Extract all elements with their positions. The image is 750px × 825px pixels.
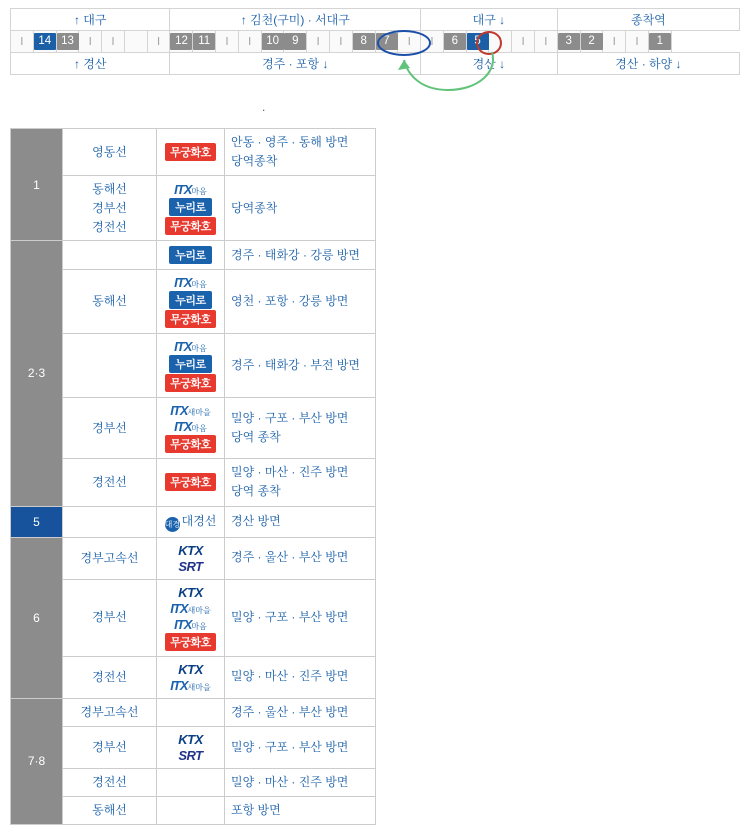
table-row bbox=[11, 656, 376, 698]
track-separator: l bbox=[79, 31, 102, 53]
itx-saemaeul-logo-icon: ITX새마을 bbox=[170, 403, 211, 419]
nuriro-logo-icon: 누리로 bbox=[163, 198, 218, 216]
track-separator: l bbox=[307, 31, 330, 53]
table-row bbox=[11, 398, 376, 459]
track-separator: l bbox=[603, 31, 626, 53]
platform-info-table-wrap bbox=[10, 128, 376, 825]
destination-cell: 경산 방면 bbox=[225, 506, 376, 537]
itx-saemaeul-logo-icon: ITX새마을 bbox=[170, 677, 211, 693]
track-platform-number bbox=[375, 31, 398, 53]
platform-number-cell: 6 bbox=[11, 537, 63, 698]
track-separator: l bbox=[421, 31, 444, 53]
nuriro-logo-icon: 누리로 bbox=[163, 291, 218, 309]
track-top-direction: ↑ 대구 bbox=[11, 9, 170, 31]
itx-saemaeul-logo-icon: ITX새마을 bbox=[170, 600, 211, 616]
track-bottom-direction: 경산 ↓ bbox=[421, 53, 558, 75]
line-name-cell bbox=[63, 241, 157, 270]
track-separator: l bbox=[11, 31, 34, 53]
destination-cell: 밀양 · 구포 · 부산 방면 bbox=[225, 726, 376, 768]
mugunghwa-logo-icon: 무궁화호 bbox=[163, 143, 218, 161]
line-name-cell: 경부고속선 bbox=[63, 698, 157, 726]
destination-cell: 밀양 · 구포 · 부산 방면 당역 종착 bbox=[225, 398, 376, 459]
track-separator bbox=[124, 31, 147, 53]
train-logos-cell bbox=[157, 537, 225, 579]
ktx-logo-icon: KTX bbox=[178, 731, 203, 747]
track-platform-number bbox=[284, 31, 307, 53]
track-separator: l bbox=[102, 31, 125, 53]
table-row bbox=[11, 241, 376, 270]
line-name-cell: 경부선 bbox=[63, 726, 157, 768]
track-platform-number bbox=[443, 31, 466, 53]
platform-badge: 2 bbox=[581, 33, 603, 50]
destination-cell: 경주 · 태화강 · 부전 방면 bbox=[225, 334, 376, 398]
track-separator: l bbox=[147, 31, 170, 53]
track-platform-number bbox=[33, 31, 56, 53]
track-separator: l bbox=[398, 31, 421, 53]
platform-badge: 12 bbox=[170, 33, 192, 50]
destination-cell: 밀양 · 구포 · 부산 방면 bbox=[225, 579, 376, 656]
table-row bbox=[11, 579, 376, 656]
platform-badge: 9 bbox=[284, 33, 306, 50]
track-platform-number bbox=[352, 31, 375, 53]
mugunghwa-logo-icon: 무궁화호 bbox=[163, 435, 218, 453]
ktx-logo-icon: KTX bbox=[178, 661, 203, 677]
track-platform-number bbox=[193, 31, 216, 53]
track-bottom-direction: ↑ 경산 bbox=[11, 53, 170, 75]
train-logos-cell bbox=[157, 768, 225, 796]
train-logos-cell bbox=[157, 176, 225, 241]
platform-badge: 8 bbox=[353, 33, 375, 50]
track-bottom-direction: 경산 · 하양 ↓ bbox=[557, 53, 739, 75]
line-name-cell: 동해선 bbox=[63, 270, 157, 334]
mugunghwa-logo-icon: 무궁화호 bbox=[163, 217, 218, 235]
platform-badge: 14 bbox=[34, 33, 56, 50]
train-logos-cell bbox=[157, 698, 225, 726]
srt-logo-icon: SRT bbox=[178, 558, 203, 574]
track-separator: l bbox=[512, 31, 535, 53]
platform-number-cell: 2·3 bbox=[11, 241, 63, 506]
track-platform-number bbox=[580, 31, 603, 53]
track-separator: l bbox=[626, 31, 649, 53]
itx-maeum-logo-icon: ITX마음 bbox=[174, 419, 207, 435]
itx-maeum-logo-icon: ITX마음 bbox=[174, 275, 207, 291]
track-platform-number bbox=[466, 31, 489, 53]
srt-logo-icon: SRT bbox=[178, 747, 203, 763]
table-row bbox=[11, 698, 376, 726]
train-logos-cell bbox=[157, 270, 225, 334]
mugunghwa-logo-icon: 무궁화호 bbox=[163, 473, 218, 491]
daegyeongseon-logo-icon: 대경 대경선 bbox=[163, 512, 218, 532]
platform-badge: 3 bbox=[558, 33, 580, 50]
train-logos-cell bbox=[157, 579, 225, 656]
track-top-direction: 종착역 bbox=[557, 9, 739, 31]
destination-cell: 밀양 · 마산 · 진주 방면 bbox=[225, 768, 376, 796]
track-platform-number bbox=[170, 31, 193, 53]
line-name-cell: 영동선 bbox=[63, 129, 157, 176]
table-row bbox=[11, 459, 376, 506]
destination-cell: 밀양 · 마산 · 진주 방면 bbox=[225, 656, 376, 698]
track-separator: l bbox=[534, 31, 557, 53]
table-row bbox=[11, 768, 376, 796]
mugunghwa-logo-icon: 무궁화호 bbox=[163, 374, 218, 392]
nuriro-logo-icon: 누리로 bbox=[163, 355, 218, 373]
train-logos-cell bbox=[157, 459, 225, 506]
train-logos-cell bbox=[157, 334, 225, 398]
line-name-cell bbox=[63, 506, 157, 537]
train-logos-cell bbox=[157, 506, 225, 537]
track-bottom-direction: 경주 · 포항 ↓ bbox=[170, 53, 421, 75]
table-row bbox=[11, 726, 376, 768]
platform-badge: 13 bbox=[57, 33, 79, 50]
table-row bbox=[11, 796, 376, 824]
train-logos-cell bbox=[157, 796, 225, 824]
mugunghwa-logo-icon: 무궁화호 bbox=[163, 633, 218, 651]
track-platform-number bbox=[56, 31, 79, 53]
line-name-cell: 동해선 bbox=[63, 796, 157, 824]
track-top-directions-row bbox=[11, 9, 740, 31]
track-platform-number bbox=[648, 31, 671, 53]
table-row bbox=[11, 129, 376, 176]
line-name-cell: 경전선 bbox=[63, 459, 157, 506]
table-row bbox=[11, 537, 376, 579]
ktx-logo-icon: KTX bbox=[178, 584, 203, 600]
platform-badge: 11 bbox=[193, 33, 215, 50]
platform-badge: 6 bbox=[444, 33, 466, 50]
platform-badge: 1 bbox=[649, 33, 671, 50]
platform-badge: 10 bbox=[262, 33, 284, 50]
mugunghwa-logo-icon: 무궁화호 bbox=[163, 310, 218, 328]
line-name-cell: 경부선 bbox=[63, 579, 157, 656]
platform-info-table bbox=[10, 128, 376, 825]
table-row bbox=[11, 334, 376, 398]
track-separator: l bbox=[489, 31, 512, 53]
train-logos-cell bbox=[157, 726, 225, 768]
track-diagram bbox=[10, 8, 740, 75]
destination-cell: 경주 · 울산 · 부산 방면 bbox=[225, 698, 376, 726]
line-name-cell: 동해선 경부선 경전선 bbox=[63, 176, 157, 241]
table-row bbox=[11, 506, 376, 537]
platform-badge: 7 bbox=[376, 33, 398, 50]
destination-cell: 포항 방면 bbox=[225, 796, 376, 824]
train-logos-cell bbox=[157, 398, 225, 459]
line-name-cell: 경전선 bbox=[63, 768, 157, 796]
ktx-logo-icon: KTX bbox=[178, 542, 203, 558]
track-platform-number bbox=[261, 31, 284, 53]
line-name-cell: 경부선 bbox=[63, 398, 157, 459]
platform-number-cell: 5 bbox=[11, 506, 63, 537]
destination-cell: 밀양 · 마산 · 진주 방면 당역 종착 bbox=[225, 459, 376, 506]
itx-maeum-logo-icon: ITX마음 bbox=[174, 181, 207, 197]
train-logos-cell bbox=[157, 241, 225, 270]
track-platform-row bbox=[11, 31, 740, 53]
line-name-cell bbox=[63, 334, 157, 398]
train-logos-cell bbox=[157, 129, 225, 176]
annotation-dot: . bbox=[262, 100, 266, 114]
line-name-cell: 경전선 bbox=[63, 656, 157, 698]
track-separator: l bbox=[329, 31, 352, 53]
track-top-direction: ↑ 김천(구미) · 서대구 bbox=[170, 9, 421, 31]
line-name-cell: 경부고속선 bbox=[63, 537, 157, 579]
destination-cell: 영천 · 포항 · 강릉 방면 bbox=[225, 270, 376, 334]
destination-cell: 경주 · 태화강 · 강릉 방면 bbox=[225, 241, 376, 270]
itx-maeum-logo-icon: ITX마음 bbox=[174, 616, 207, 632]
platform-number-cell: 7·8 bbox=[11, 698, 63, 825]
platform-badge: 5 bbox=[467, 33, 489, 50]
itx-maeum-logo-icon: ITX마음 bbox=[174, 339, 207, 355]
nuriro-logo-icon: 누리로 bbox=[163, 246, 218, 264]
track-diagram-table bbox=[10, 8, 740, 75]
track-separator: l bbox=[216, 31, 239, 53]
track-bottom-directions-row bbox=[11, 53, 740, 75]
table-row bbox=[11, 270, 376, 334]
track-platform-number bbox=[557, 31, 580, 53]
track-separator: l bbox=[238, 31, 261, 53]
track-top-direction: 대구 ↓ bbox=[421, 9, 558, 31]
destination-cell: 당역종착 bbox=[225, 176, 376, 241]
train-logos-cell bbox=[157, 656, 225, 698]
destination-cell: 안동 · 영주 · 동해 방면 당역종착 bbox=[225, 129, 376, 176]
table-row bbox=[11, 176, 376, 241]
destination-cell: 경주 · 울산 · 부산 방면 bbox=[225, 537, 376, 579]
platform-number-cell: 1 bbox=[11, 129, 63, 241]
